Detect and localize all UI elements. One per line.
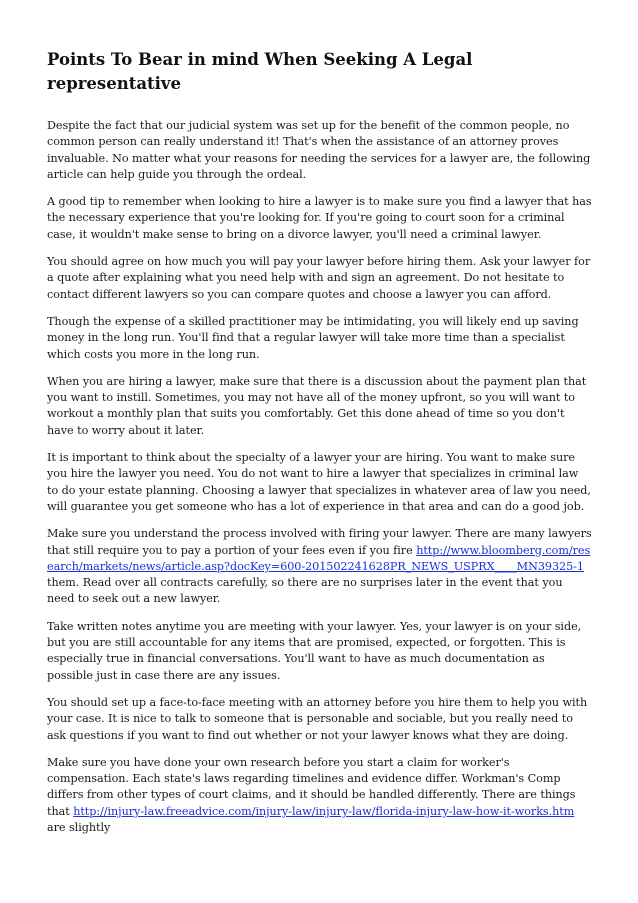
- paragraph-3: You should agree on how much you will pay your lawyer before hiring them. Ask your lawyer for a quote after explaining what you need help with and sign an agreement. Do not hesitate to contact different lawyers so you can compare quotes and choose a lawyer you can afford.: [47, 255, 591, 301]
- paragraph-10: [47, 755, 592, 836]
- paragraph-7-text-start: Make sure you understand the process involved with firing your lawyer. There are many lawyers that still require you to pay a portion of your fees even if you fire: [47, 527, 592, 557]
- paragraph-8: Take written notes anytime you are meeting with your lawyer. Yes, your lawyer is on your side, but you are still accountable for any items that are promised, expected, or forgotten. This is especially true in financial conversations. You'll want to have as much documentation as possible just in case there are any issues.: [47, 619, 582, 682]
- paragraph-4: Though the expense of a skilled practitioner may be intimidating, you will likely end up saving money in the long run. You'll find that a regular lawyer will take more time than a specialist which costs you more in the long run.: [47, 314, 579, 361]
- paragraph-10-text-start: Make sure you have done your own research before you start a claim for worker's compensation. Each state's laws regarding timelines and evidence differ. Workman's Comp differs from other types of court claims, and it should be handled differently. There are things that: [47, 755, 576, 818]
- paragraph-2: A good tip to remember when looking to hire a lawyer is to make sure you find a lawyer that has the necessary experience that you're looking for. If you're going to court soon for a criminal case, it wouldn't make sense to bring on a divorce lawyer, you'll need a criminal lawyer.: [47, 195, 592, 241]
- document-page: [47, 48, 592, 847]
- paragraph-9: You should set up a face-to-face meeting with an attorney before you hire them to help you with your case. It is nice to talk to someone that is personable and sociable, but you really need to ask questions if you want to find out whether or not your lawyer knows what they are doing.: [47, 695, 588, 742]
- page-title: Points To Bear in mind When Seeking A Legal representative: [47, 50, 473, 93]
- paragraph-6: It is important to think about the specialty of a lawyer your are hiring. You want to make sure you hire the lawyer you need. You do not want to hire a lawyer that specializes in criminal law to do your estate planning. Choosing a lawyer that specializes in whatever area of law you need, will guarantee you get someone who has a lot of experience in that area and can do a good job.: [47, 451, 591, 513]
- paragraph-10-text-end: are slightly: [47, 820, 111, 834]
- paragraph-5: When you are hiring a lawyer, make sure that there is a discussion about the payment plan that you want to instill. Sometimes, you may not have all of the money upfront, so you will want to workout a monthly plan that suits you comfortably. Get this done ahead of time so you don't have to worry about it later.: [47, 374, 587, 437]
- bloomberg-link[interactable]: http://www.bloomberg.com/research/markets/news/article.asp?docKey=600-201502241628PR_NEWS_USPRX____MN39325-1: [47, 543, 591, 573]
- paragraph-1: Despite the fact that our judicial system was set up for the benefit of the common people, no common person can really understand it! That's when the assistance of an attorney proves invaluable. No matter what your reasons for needing the services for a lawyer are, the following article can help guide you through the ordeal.: [47, 119, 591, 181]
- freeadvice-link[interactable]: http://injury-law.freeadvice.com/injury-law/injury-law/florida-injury-law-how-it-works.htm: [73, 804, 575, 818]
- paragraph-7-text-end: them. Read over all contracts carefully, so there are no surprises later in the event that you need to seek out a new lawyer.: [47, 576, 563, 606]
- paragraph-7: [47, 526, 592, 607]
